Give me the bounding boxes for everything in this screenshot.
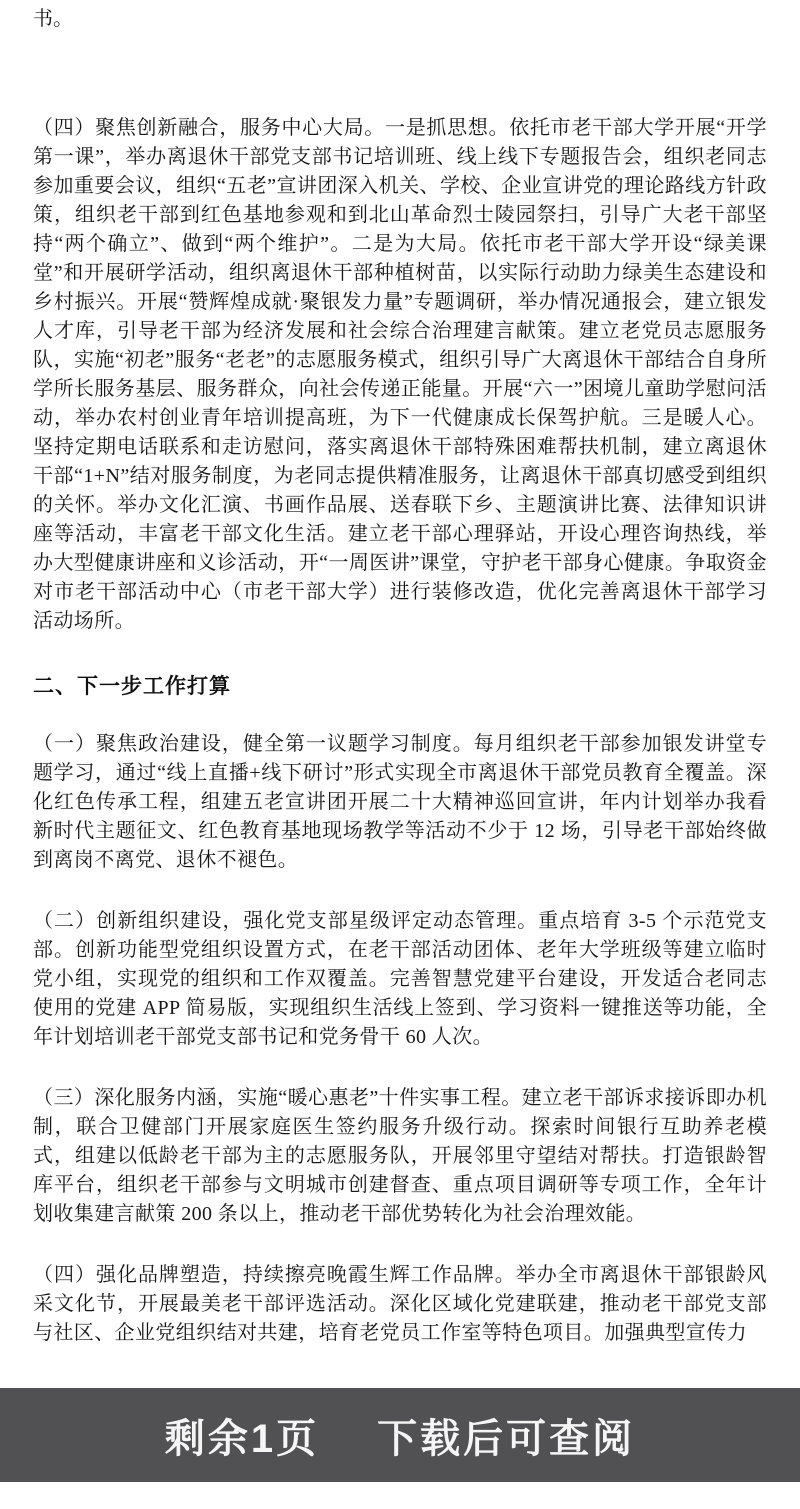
section-heading-next-steps: 二、下一步工作打算: [33, 675, 231, 698]
paragraph-next-step-1: （一）聚焦政治建设，健全第一议题学习制度。每月组织老干部参加银发讲堂专题学习，通过“线上直播+线下研讨”形式实现全市离退休干部党员教育全覆盖。深化红色传承工程，组建五老宣讲团开展二十大精神巡回宣讲，年内计划举办我看新时代主题征文、红色教育基地现场教学等活动不少于 12 场，引导老干部始终做到离岗不离党、退休不褪色。: [33, 733, 767, 871]
paragraph-next-step-4: （四）强化品牌塑造，持续擦亮晚霞生辉工作品牌。举办全市离退休干部银龄风采文化节，开展最美老干部评选活动。深化区域化党建联建，推动老干部党支部与社区、企业党组织结对共建，培育老党员工作室等特色项目。加强典型宣传力: [33, 1264, 767, 1344]
paragraph-section-4-current-work: （四）聚焦创新融合，服务中心大局。一是抓思想。依托市老干部大学开展“开学第一课”，举办离退休干部党支部书记培训班、线上线下专题报告会，组织老同志参加重要会议，组织“五老”宣讲团深入机关、学校、企业宣讲党的理论路线方针政策，组织老干部到红色基地参观和到北山革命烈士陵园祭扫，引导广大老干部坚持“两个确立”、做到“两个维护”。二是为大局。依托市老干部大学开设“绿美课堂”和开展研学活动，组织离退休干部种植树苗，以实际行动助力绿美生态建设和乡村振兴。开展“赞辉煌成就·聚银发力量”专题调研，举办情况通报会，建立银发人才库，引导老干部为经济发展和社会综合治理建言献策。建立老党员志愿服务队，实施“初老”服务“老老”的志愿服务模式，组织引导广大离退休干部结合自身所学所长服务基层、服务群众，向社会传递正能量。开展“六一”困境儿童助学慰问活动，举办农村创业青年培训提高班，为下一代健康成长保驾护航。三是暖人心。坚持定期电话联系和走访慰问，落实离退休干部特殊困难帮扶机制，建立离退休干部“1+N”结对服务制度，为老同志提供精准服务，让离退休干部真切感受到组织的关怀。举办文化汇演、书画作品展、送春联下乡、主题演讲比赛、法律知识讲座等活动，丰富老干部文化生活。建立老干部心理驿站，开设心理咨询热线，举办大型健康讲座和义诊活动，开“一周医讲”课堂，守护老干部身心健康。争取资金对市老干部活动中心（市老干部大学）进行装修改造，优化完善离退休干部学习活动场所。: [33, 117, 767, 632]
remaining-pages-download-banner[interactable]: [0, 1388, 800, 1482]
download-hint-label: 下载后可查阅: [377, 1416, 636, 1461]
paragraph-next-step-2: （二）创新组织建设，强化党支部星级评定动态管理。重点培育 3-5 个示范党支部。创新功能型党组织设置方式，在老干部活动团体、老年大学班级等建立临时党小组，实现党的组织和工作双覆盖。完善智慧党建平台建设，开发适合老同志使用的党建 APP 简易版，实现组织生活线上签到、学习资料一键推送等功能，全年计划培训老干部党支部书记和党务骨干 60 人次。: [33, 910, 767, 1048]
page-top-text-fragment: 书。: [33, 8, 73, 30]
remaining-pages-label: 剩余1页: [164, 1416, 320, 1461]
paragraph-next-step-3: （三）深化服务内涵，实施“暖心惠老”十件实事工程。建立老干部诉求接诉即办机制，联合卫健部门开展家庭医生签约服务升级行动。探索时间银行互助养老模式，组建以低龄老干部为主的志愿服务队，开展邻里守望结对帮扶。打造银龄智库平台，组织老干部参与文明城市创建督查、重点项目调研等专项工作，全年计划收集建言献策 200 条以上，推动老干部优势转化为社会治理效能。: [33, 1087, 767, 1225]
